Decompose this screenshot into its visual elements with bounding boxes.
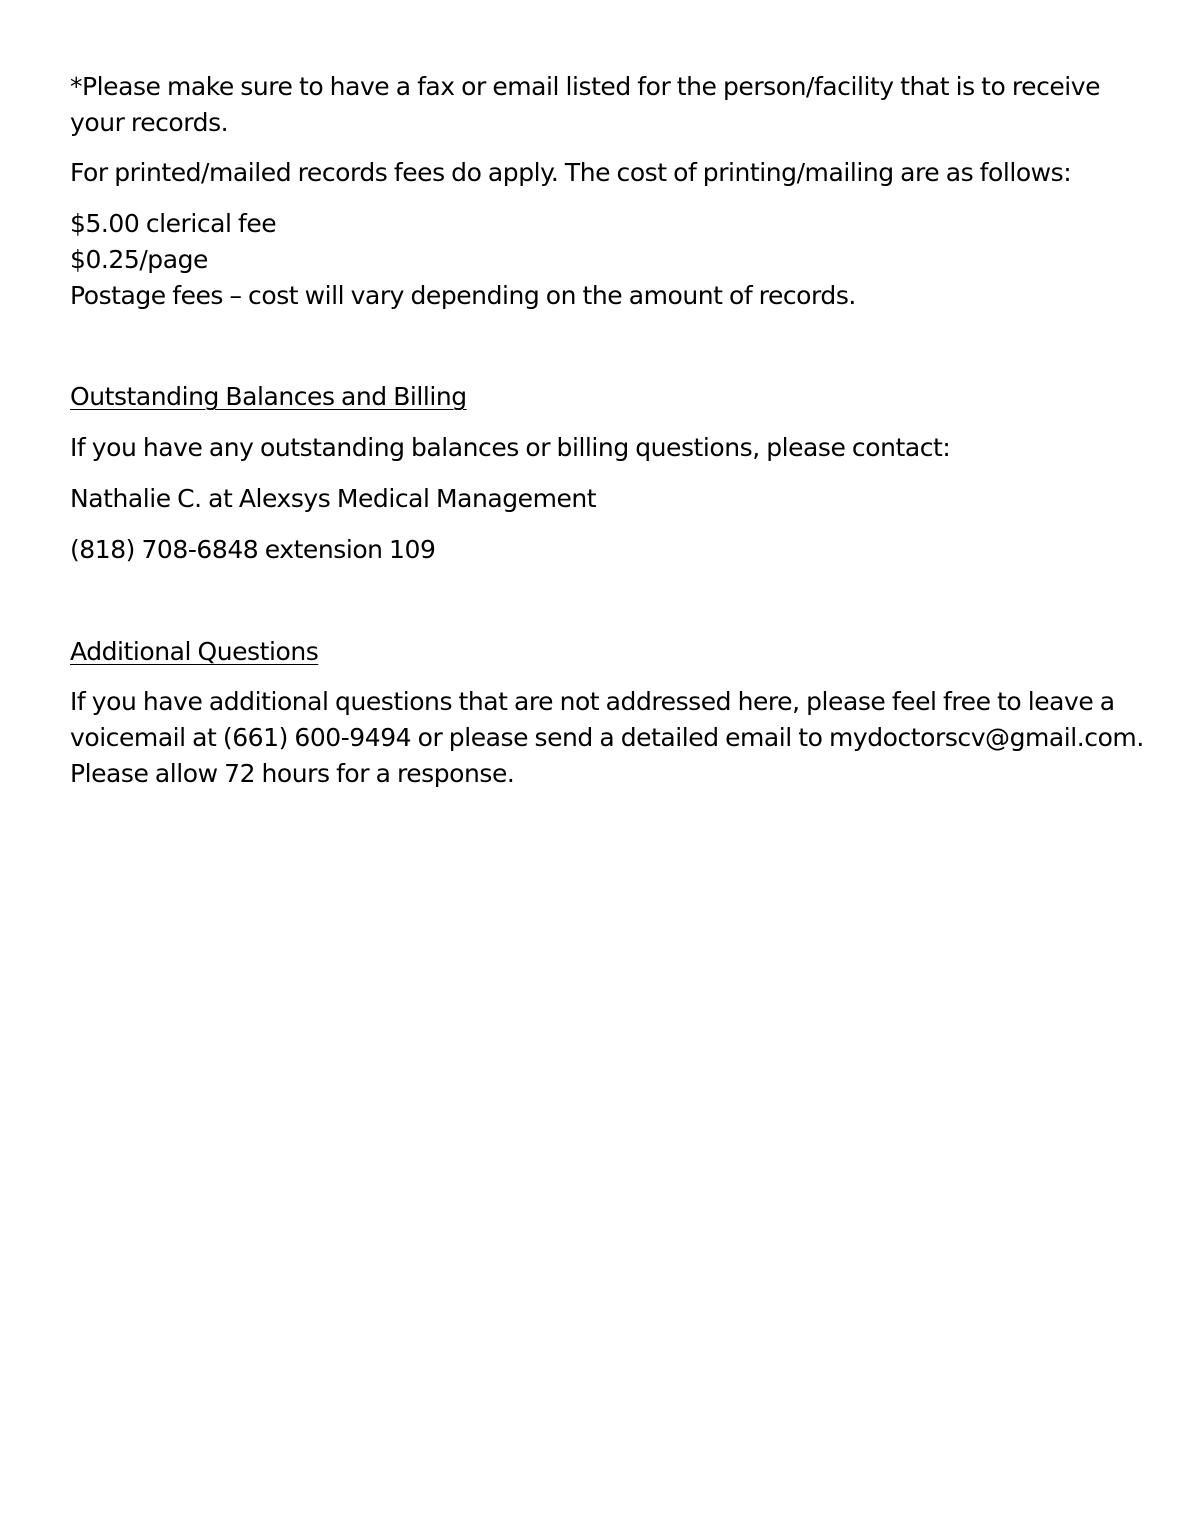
fee-item-postage: Postage fees – cost will vary depending on the amount of records. <box>70 281 856 310</box>
billing-heading: Outstanding Balances and Billing <box>70 382 467 411</box>
billing-contact-name: Nathalie C. at Alexsys Medical Management <box>70 484 597 513</box>
questions-line-3: Please allow 72 hours for a response. <box>70 759 515 788</box>
records-note-line-2: your records. <box>70 108 229 137</box>
questions-line-2: voicemail at (661) 600-9494 or please send a detailed email to mydoctorscv@gmail.com. <box>70 723 1144 752</box>
billing-intro: If you have any outstanding balances or billing questions, please contact: <box>70 433 951 462</box>
questions-line-1: If you have additional questions that are not addressed here, please feel free to leave a <box>70 687 1115 716</box>
document-page <box>70 0 1144 1536</box>
records-note-line-1: *Please make sure to have a fax or email listed for the person/facility that is to receive <box>70 72 1101 101</box>
questions-heading: Additional Questions <box>70 637 319 666</box>
fee-item-per-page: $0.25/page <box>70 245 208 274</box>
records-fees-intro: For printed/mailed records fees do apply. The cost of printing/mailing are as follows: <box>70 158 1072 187</box>
billing-contact-phone: (818) 708-6848 extension 109 <box>70 535 436 564</box>
fee-item-clerical: $5.00 clerical fee <box>70 209 277 238</box>
